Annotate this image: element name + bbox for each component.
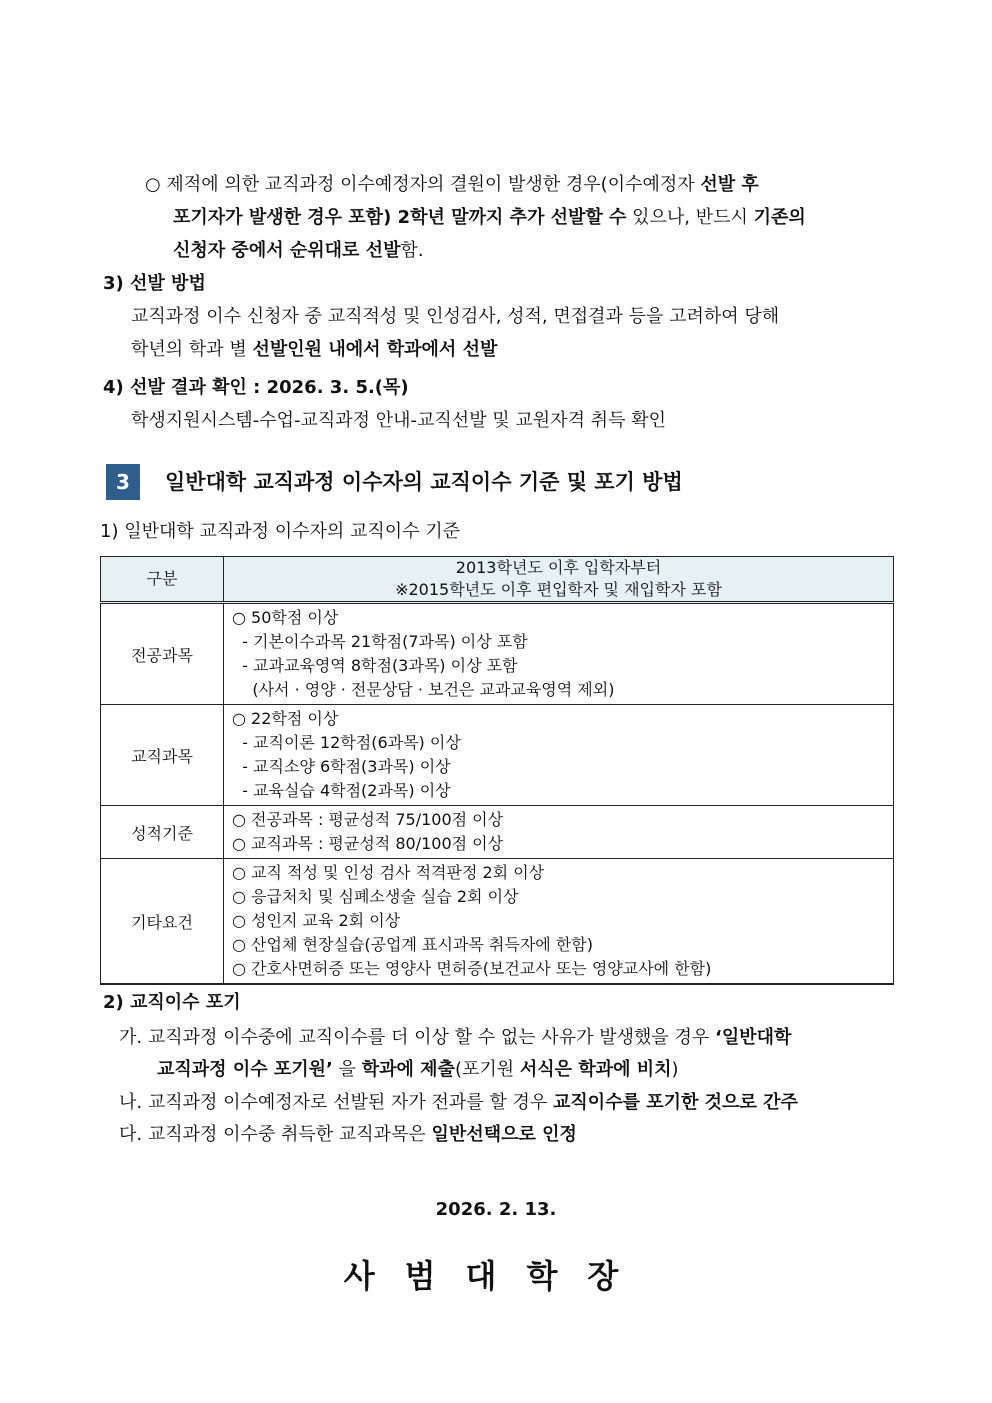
giveup-emphasis: 교직이수를 포기한 것으로 간주: [553, 1092, 798, 1113]
selection-result-line: 학생지원시스템-수업-교직과정 안내-교직선발 및 교원자격 취득 확인: [131, 410, 666, 431]
header-requirements: [224, 557, 894, 603]
issuer-signature: 사범대학장: [343, 1257, 649, 1295]
giveup-item-a-line-2: [157, 1053, 679, 1086]
selection-method-line-1: 교직과정 이수 신청자 중 교직적성 및 인성검사, 성적, 면접결과 등을 고려하여 당해: [131, 306, 780, 327]
table-row: [101, 705, 894, 806]
giveup-text: 나. 교직과정 이수예정자로 선발된 자가 전과를 할 경우: [119, 1092, 554, 1113]
giveup-text: (포기원: [454, 1059, 520, 1080]
giveup-emphasis: 교직과정 이수 포기원’: [157, 1059, 333, 1080]
row-content: [224, 603, 894, 705]
row-category: 기타요건: [101, 859, 224, 985]
table-header-row: [101, 557, 894, 603]
selection-method-heading: 3) 선발 방법: [103, 273, 206, 294]
notice-text: ○ 제적에 의한 교직과정 이수예정자의 결원이 발생한 경우(이수예정자: [145, 174, 701, 195]
row-line: ○ 전공과목 : 평균성적 75/100점 이상: [232, 810, 504, 829]
row-category: 성적기준: [101, 806, 224, 859]
giveup-text: 을: [332, 1059, 362, 1080]
row-line: (사서 · 영양 · 전문상담 · 보건은 교과교육영역 제외): [232, 680, 615, 699]
row-line: ○ 응급처치 및 심폐소생술 실습 2회 이상: [232, 887, 519, 906]
criteria-table: [100, 556, 894, 985]
header-requirements-line-2: ※2015학년도 이후 편입학자 및 재입학자 포함: [395, 580, 722, 599]
row-line: ○ 교직과목 : 평균성적 80/100점 이상: [232, 834, 504, 853]
section-number-badge: 3: [106, 464, 140, 500]
giveup-emphasis: ‘일반대학: [715, 1027, 792, 1048]
row-line: ○ 간호사면허증 또는 영양사 면허증(보건교사 또는 영양교사에 한함): [232, 959, 712, 978]
notice-emphasis: 포기자가 발생한 경우 포함) 2학년 말까지 추가 선발할 수: [173, 207, 627, 228]
table-row: [101, 806, 894, 859]
row-line: ○ 22학점 이상: [232, 709, 339, 728]
giveup-item-b: [119, 1086, 798, 1119]
giveup-emphasis: 학과에 제출: [361, 1059, 455, 1080]
row-category: 전공과목: [101, 603, 224, 705]
selection-method-line-2: [131, 333, 497, 366]
notice-line-3: [173, 234, 424, 267]
notice-emphasis: 기존의: [753, 207, 806, 228]
notice-text: 함.: [400, 240, 424, 261]
row-content: [224, 806, 894, 859]
document-date: 2026. 2. 13.: [435, 1199, 557, 1220]
giveup-text: 다. 교직과정 이수중 취득한 교직과목은: [119, 1124, 432, 1145]
criteria-subheading: 1) 일반대학 교직과정 이수자의 교직이수 기준: [100, 521, 461, 542]
giveup-heading: 2) 교직이수 포기: [103, 992, 241, 1013]
table-row: [101, 603, 894, 705]
row-category: 교직과목: [101, 705, 224, 806]
giveup-text: 가. 교직과정 이수중에 교직이수를 더 이상 할 수 없는 사유가 발생했을 경우: [119, 1027, 716, 1048]
giveup-emphasis: 일반선택으로 인정: [431, 1124, 577, 1145]
row-line: ○ 교직 적성 및 인성 검사 적격판정 2회 이상: [232, 863, 545, 882]
selection-method-emphasis: 선발인원 내에서 학과에서 선발: [252, 339, 498, 360]
row-line: - 교직이론 12학점(6과목) 이상: [232, 733, 461, 752]
header-requirements-line-1: 2013학년도 이후 입학자부터: [455, 558, 662, 577]
giveup-item-a-line-1: [119, 1021, 791, 1054]
giveup-text: ): [671, 1059, 679, 1080]
giveup-emphasis: 서식은 학과에 비치: [519, 1059, 672, 1080]
row-line: - 교직소양 6학점(3과목) 이상: [232, 757, 451, 776]
notice-line-1: [145, 168, 759, 201]
row-content: [224, 705, 894, 806]
notice-line-2: [173, 201, 806, 234]
row-line: - 교육실습 4학점(2과목) 이상: [232, 781, 451, 800]
row-line: ○ 50학점 이상: [232, 608, 339, 627]
header-category: 구분: [101, 557, 224, 603]
row-line: - 기본이수과목 21학점(7과목) 이상 포함: [232, 632, 528, 651]
row-content: [224, 859, 894, 985]
row-line: - 교과교육영역 8학점(3과목) 이상 포함: [232, 656, 518, 675]
selection-result-heading: 4) 선발 결과 확인 : 2026. 3. 5.(목): [103, 377, 409, 398]
section-title: 일반대학 교직과정 이수자의 교직이수 기준 및 포기 방법: [165, 470, 683, 494]
notice-text: 있으나, 반드시: [626, 207, 754, 228]
giveup-item-c: [119, 1118, 577, 1151]
selection-method-text: 학년의 학과 별: [131, 339, 253, 360]
table-row: [101, 859, 894, 985]
row-line: ○ 산업체 현장실습(공업계 표시과목 취득자에 한함): [232, 935, 593, 954]
row-line: ○ 성인지 교육 2회 이상: [232, 911, 401, 930]
notice-emphasis: 선발 후: [700, 174, 759, 195]
notice-emphasis: 신청자 중에서 순위대로 선발: [173, 240, 401, 261]
